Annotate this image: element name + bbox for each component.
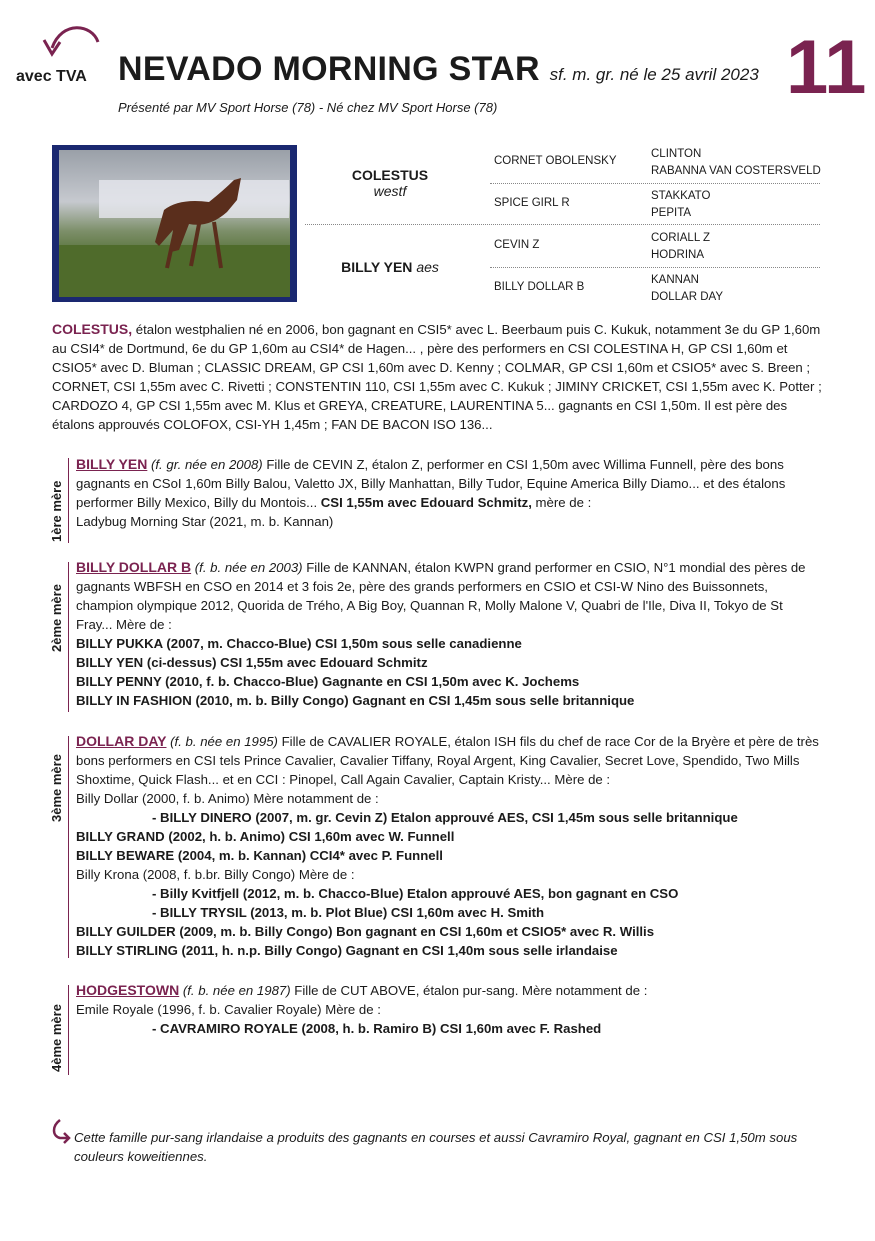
m1-body: Fille de CEVIN Z, étalon Z, performer en CSI 1,50m avec Willima Funnell, père des bons gagnants en CSoI 1,60m Billy Balou, Valetto JX, Billy Manhattan, Billy Tudor, Equine America Billy Diamo... et des étalons performer Billy Mexico, Billy du Montois... [76, 457, 786, 510]
pedigree-ssd: RABANNA VAN COSTERSVELD [651, 165, 821, 177]
m4-line-a: Emile Royale (1996, f. b. Cavalier Royale) Mère de : [76, 1002, 381, 1017]
dam-studbook: aes [416, 259, 439, 275]
m3-line-e: BILLY GUILDER (2009, m. b. Billy Congo) Bon gagnant en CSI 1,60m et CSIO5* avec R. Willis [76, 924, 655, 939]
m2-section [76, 558, 821, 710]
m2-label: 2ème mère [49, 584, 64, 652]
m1-bold: CSI 1,55m avec Edouard Schmitz, [320, 495, 532, 510]
horse-name: NEVADO MORNING STAR [118, 50, 540, 88]
pedigree-ddd: DOLLAR DAY [651, 291, 724, 303]
m2-produce-3: BILLY PENNY (2010, f. b. Chacco-Blue) Gagnante en CSI 1,50m avec K. Jochems [76, 674, 580, 689]
pedigree-divider [490, 267, 820, 268]
m3-name: DOLLAR DAY [76, 733, 167, 749]
m2-name: BILLY DOLLAR B [76, 559, 192, 575]
pedigree-sd: SPICE GIRL R [494, 197, 570, 209]
pedigree-sds: STAKKATO [651, 190, 711, 202]
sire-description [52, 320, 822, 434]
m4-line-a1: - CAVRAMIRO ROYALE (2008, h. b. Ramiro B) CSI 1,60m avec F. Rashed [152, 1021, 602, 1036]
m3-line-f: BILLY STIRLING (2011, h. n.p. Billy Congo) Gagnant en CSI 1,40m sous selle irlandaise [76, 943, 618, 958]
pedigree-dsd: HODRINA [651, 249, 705, 261]
sire-name: COLESTUS [351, 167, 429, 183]
pedigree-sire [310, 167, 470, 199]
m2-bar [68, 562, 69, 712]
m1-bar [68, 458, 69, 543]
m2-body: Fille de KANNAN, étalon KWPN grand performer en CSIO, N°1 mondial des pères de gagnants WBFSH en CSO en 2014 et 3 fois 2e, père des grands performers en CSIO et CSI-W Nino des Buissonnets, champion olympique 2012, Quorida de Trého, A Big Boy, Quannan R, Molly Malone V, Quabri de l'Ile, Diva II, Tokyo de St Fray... Mère de : [76, 560, 806, 632]
pedigree-dds: KANNAN [651, 274, 699, 286]
m1-line2: Ladybug Morning Star (2021, m. b. Kannan) [76, 514, 334, 529]
m3-body: Fille de CAVALIER ROYALE, étalon ISH fils du chef de race Cor de la Bryère et père de très bons performers en CSI tels Prince Cavalier, Cavalier Tiffany, Royal Argent, King Cavalier, Secret Love, Spendido, Two Mills Shoxtime, Quick Flash... et en CCI : Pinopel, Call Again Cavalier, Captain Kristy... Mère de : [76, 734, 819, 787]
pedigree-sdd: PEPITA [651, 207, 692, 219]
sire-desc-name: COLESTUS, [52, 321, 133, 337]
pedigree-ss: CORNET OBOLENSKY [494, 155, 617, 167]
m4-body: Fille de CUT ABOVE, étalon pur-sang. Mère notamment de : [290, 983, 648, 998]
m1-label: 1ère mère [49, 480, 64, 542]
pedigree-divider [490, 183, 820, 184]
pedigree-sss: CLINTON [651, 148, 702, 160]
pedigree-ds: CEVIN Z [494, 239, 540, 251]
m2-produce-2: BILLY YEN (ci-dessus) CSI 1,55m avec Edouard Schmitz [76, 655, 428, 670]
m2-produce-4: BILLY IN FASHION (2010, m. b. Billy Congo) Gagnant en CSI 1,45m sous selle britannique [76, 693, 635, 708]
m3-line-d1: - Billy Kvitfjell (2012, m. b. Chacco-Blue) Etalon approuvé AES, bon gagnant en CSO [152, 886, 679, 901]
m1-name: BILLY YEN [76, 456, 148, 472]
pedigree-g3-2 [651, 188, 710, 222]
m4-bar [68, 985, 69, 1075]
m3-line-c: BILLY BEWARE (2004, m. b. Kannan) CCI4* avec P. Funnell [76, 848, 443, 863]
m4-info: (f. b. née en 1987) [179, 983, 291, 998]
m3-line-a: Billy Dollar (2000, f. b. Animo) Mère notamment de : [76, 791, 379, 806]
footer-note: Cette famille pur-sang irlandaise a produits des gagnants en courses et aussi Cavramiro Royal, gagnant en CSI 1,50m sous couleurs koweitiennes. [74, 1130, 798, 1164]
m2-produce-1: BILLY PUKKA (2007, m. Chacco-Blue) CSI 1,50m sous selle canadienne [76, 636, 522, 651]
horse-subtitle: sf. m. gr. né le 25 avril 2023 [549, 65, 759, 84]
pedigree-dd: BILLY DOLLAR B [494, 281, 585, 293]
pedigree-divider [305, 224, 820, 225]
foal-image [59, 150, 290, 297]
m3-label: 3ème mère [49, 754, 64, 822]
pedigree-g3-1 [651, 146, 821, 180]
m3-info: (f. b. née en 1995) [166, 734, 278, 749]
pedigree-g3-4 [651, 272, 723, 306]
page-title [118, 50, 759, 89]
tva-label: avec TVA [16, 68, 87, 85]
m1-section [76, 455, 821, 531]
presented-by: Présenté par MV Sport Horse (78) - Né chez MV Sport Horse (78) [118, 100, 498, 115]
horse-photo [52, 145, 297, 302]
m3-line-d: Billy Krona (2008, f. b.br. Billy Congo) Mère de : [76, 867, 355, 882]
sire-studbook: westf [373, 183, 407, 199]
m1-info: (f. gr. née en 2008) [147, 457, 263, 472]
m3-section [76, 732, 821, 960]
m4-label: 4ème mère [49, 1004, 64, 1072]
m3-line-a1: - BILLY DINERO (2007, m. gr. Cevin Z) Etalon approuvé AES, CSI 1,45m sous selle britannique [152, 810, 738, 825]
lot-number: 11 [786, 25, 867, 110]
sire-desc-body: étalon westphalien né en 2006, bon gagnant en CSI5* avec L. Beerbaum puis C. Kukuk, notamment 3e du GP 1,60m au CSI4* de Dortmund, 6e du GP 1,60m au CSI4* de Hagen... , père des performers en CSI COLESTINA H, GP CSI 1,60m et CSIO5* avec D. Bluman ; CLASSIC DREAM, GP CSI 1,60m avec D. Kenny ; COLMAR, GP CSI 1,60m et CSIO5* avec S. Breen ; CORNET, CSI 1,55m avec C. Rivetti ; CONSTENTIN 110, CSI 1,55m avec C. Kukuk ; JIMINY CRICKET, CSI 1,55m avec K. Potter ; CARDOZO 4, GP CSI 1,55m avec M. Klus et GREYA, CREATURE, LAURENTINA 5... gagnants en CSI 1,50m. Il est père des étalons approuvés COLOFOX, CSI-YH 1,45m ; FAN DE BACON ISO 136... [52, 322, 822, 432]
pedigree-dss: CORIALL Z [651, 232, 711, 244]
pedigree-dam [310, 259, 470, 275]
pedigree-g3-3 [651, 230, 710, 264]
m4-section [76, 981, 821, 1038]
m3-line-b: BILLY GRAND (2002, h. b. Animo) CSI 1,60m avec W. Funnell [76, 829, 455, 844]
dam-name: BILLY YEN [341, 259, 413, 275]
hook-arrow-icon [50, 1118, 72, 1144]
m1-tail: mère de : [531, 495, 592, 510]
m3-bar [68, 736, 69, 958]
m4-name: HODGESTOWN [76, 982, 180, 998]
curved-arrow-icon [40, 22, 102, 66]
m3-line-d2: - BILLY TRYSIL (2013, m. b. Plot Blue) CSI 1,60m avec H. Smith [152, 905, 545, 920]
m2-info: (f. b. née en 2003) [191, 560, 303, 575]
